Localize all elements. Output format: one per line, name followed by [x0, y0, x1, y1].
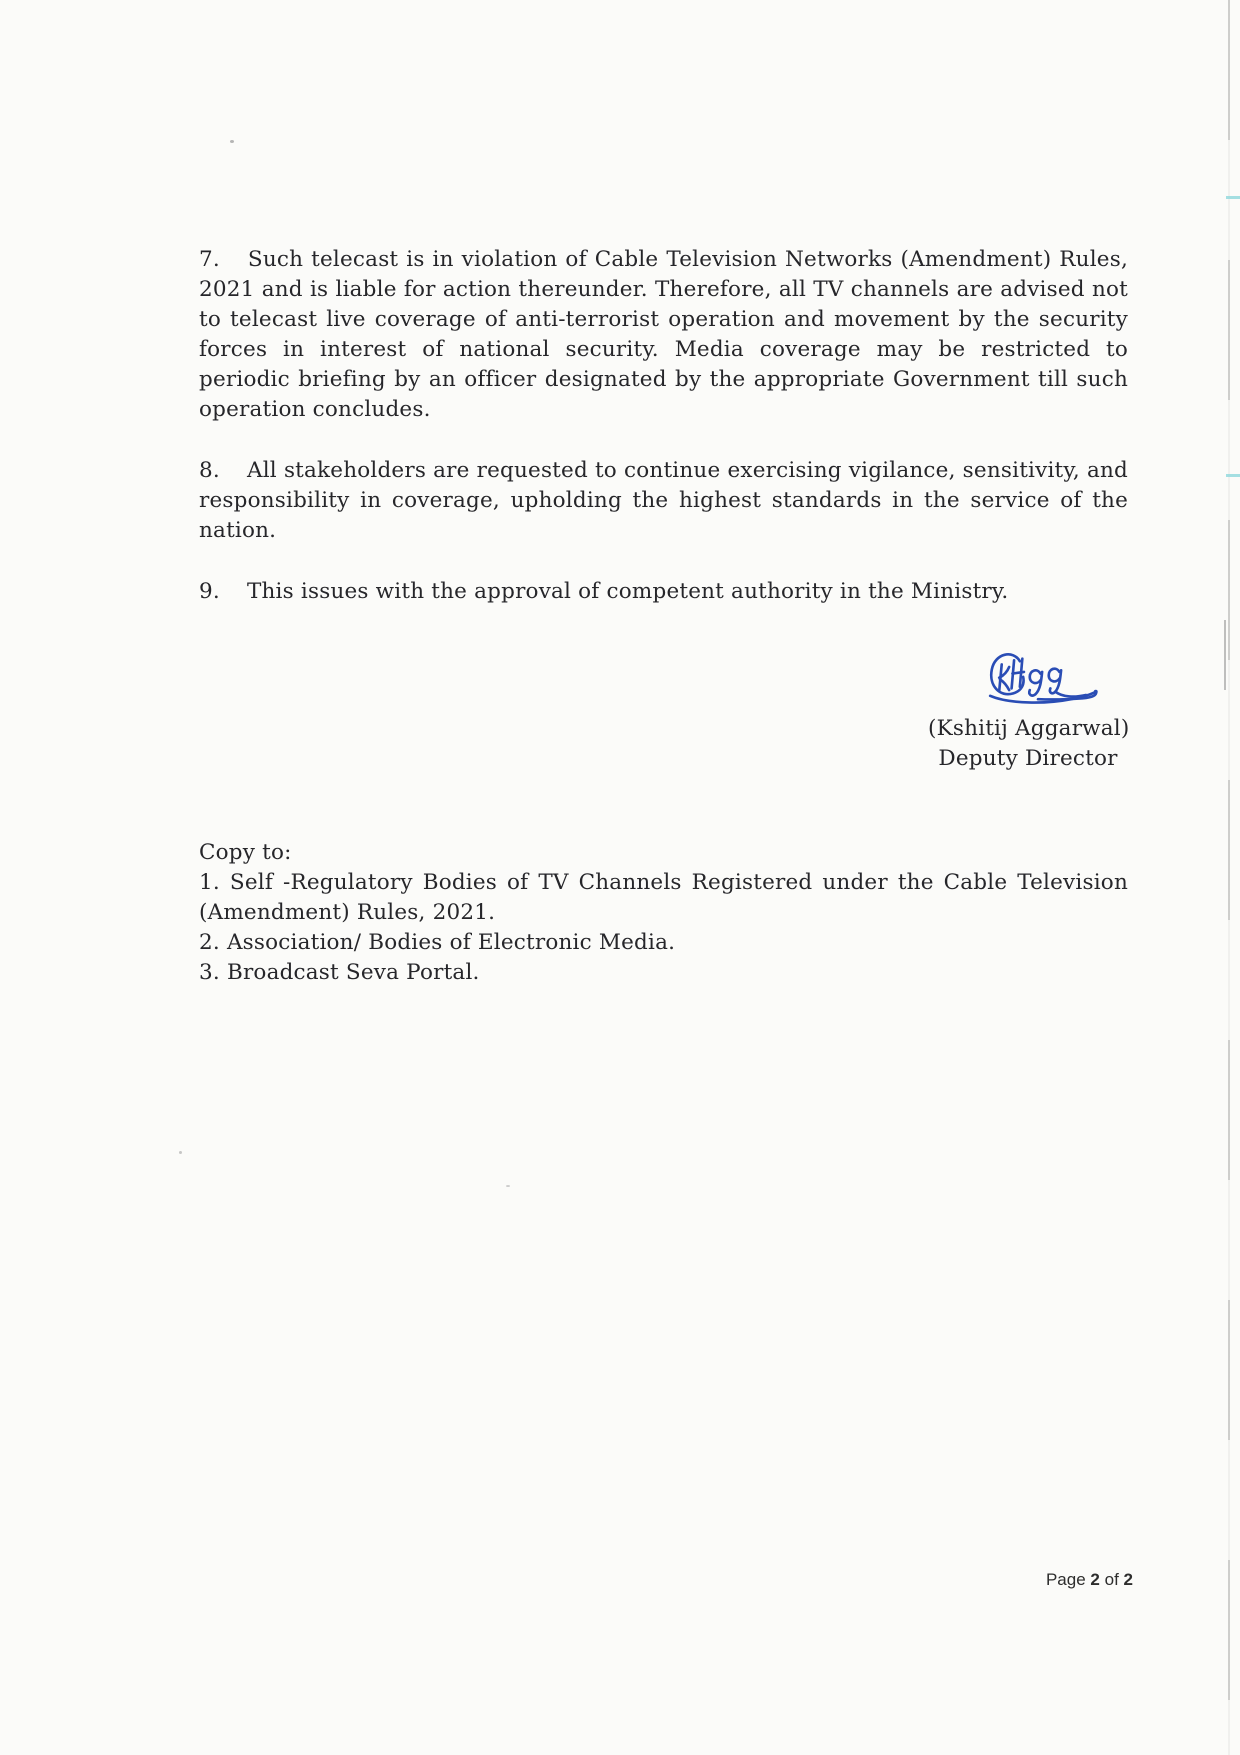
footer-current-page: 2: [1090, 1570, 1100, 1589]
page-number-footer: [1046, 1568, 1133, 1592]
paragraph-9: [199, 577, 1128, 607]
scan-speck: [506, 1185, 510, 1187]
paragraph-9-number: 9.: [199, 579, 220, 604]
scan-speck: [230, 140, 234, 143]
copy-to-label: Copy to:: [199, 840, 292, 865]
signature-scribble: [968, 648, 1108, 714]
copy-to-item-1: 1. Self -Regulatory Bodies of TV Channels Registered under the Cable Television (Amendment) Rules, 2021.: [199, 870, 1128, 925]
paragraph-8-text: All stakeholders are requested to continue exercising vigilance, sensitivity, and responsibility in coverage, upholding the highest standards in the service of the nation.: [199, 458, 1128, 543]
footer-total-pages: 2: [1123, 1570, 1133, 1589]
scan-cyan-tick: [1226, 474, 1240, 477]
copy-to-section: [199, 838, 1128, 988]
letter-body: [199, 245, 1128, 607]
paragraph-8-number: 8.: [199, 458, 220, 483]
footer-separator: of: [1104, 1570, 1119, 1589]
signatory-title: Deputy Director: [938, 746, 1118, 771]
footer-prefix: Page: [1045, 1570, 1086, 1589]
signatory-name: (Kshitij Aggarwal): [928, 716, 1130, 741]
signature-block: [928, 648, 1128, 774]
copy-to-item-3: 3. Broadcast Seva Portal.: [199, 960, 480, 985]
paragraph-9-text: This issues with the approval of competent authority in the Ministry.: [246, 579, 1009, 604]
paragraph-7-number: 7.: [199, 247, 220, 272]
paragraph-7: [199, 245, 1128, 425]
copy-to-item-2: 2. Association/ Bodies of Electronic Media.: [199, 930, 676, 955]
scan-edge-line-segment: [1224, 620, 1226, 690]
scan-edge-line: [1228, 0, 1230, 1755]
paragraph-7-text: Such telecast is in violation of Cable Television Networks (Amendment) Rules, 2021 and is liable for action thereunder. Therefore, all TV channels are advised not to telecast live coverage of anti-terrorist operation and movement by the security forces in interest of national security. Media coverage may be restricted to periodic briefing by an officer designated by the appropriate Government till such operation concludes.: [199, 247, 1128, 422]
paragraph-8: [199, 456, 1128, 546]
scan-cyan-tick: [1226, 196, 1240, 199]
scan-speck: [179, 1151, 182, 1154]
